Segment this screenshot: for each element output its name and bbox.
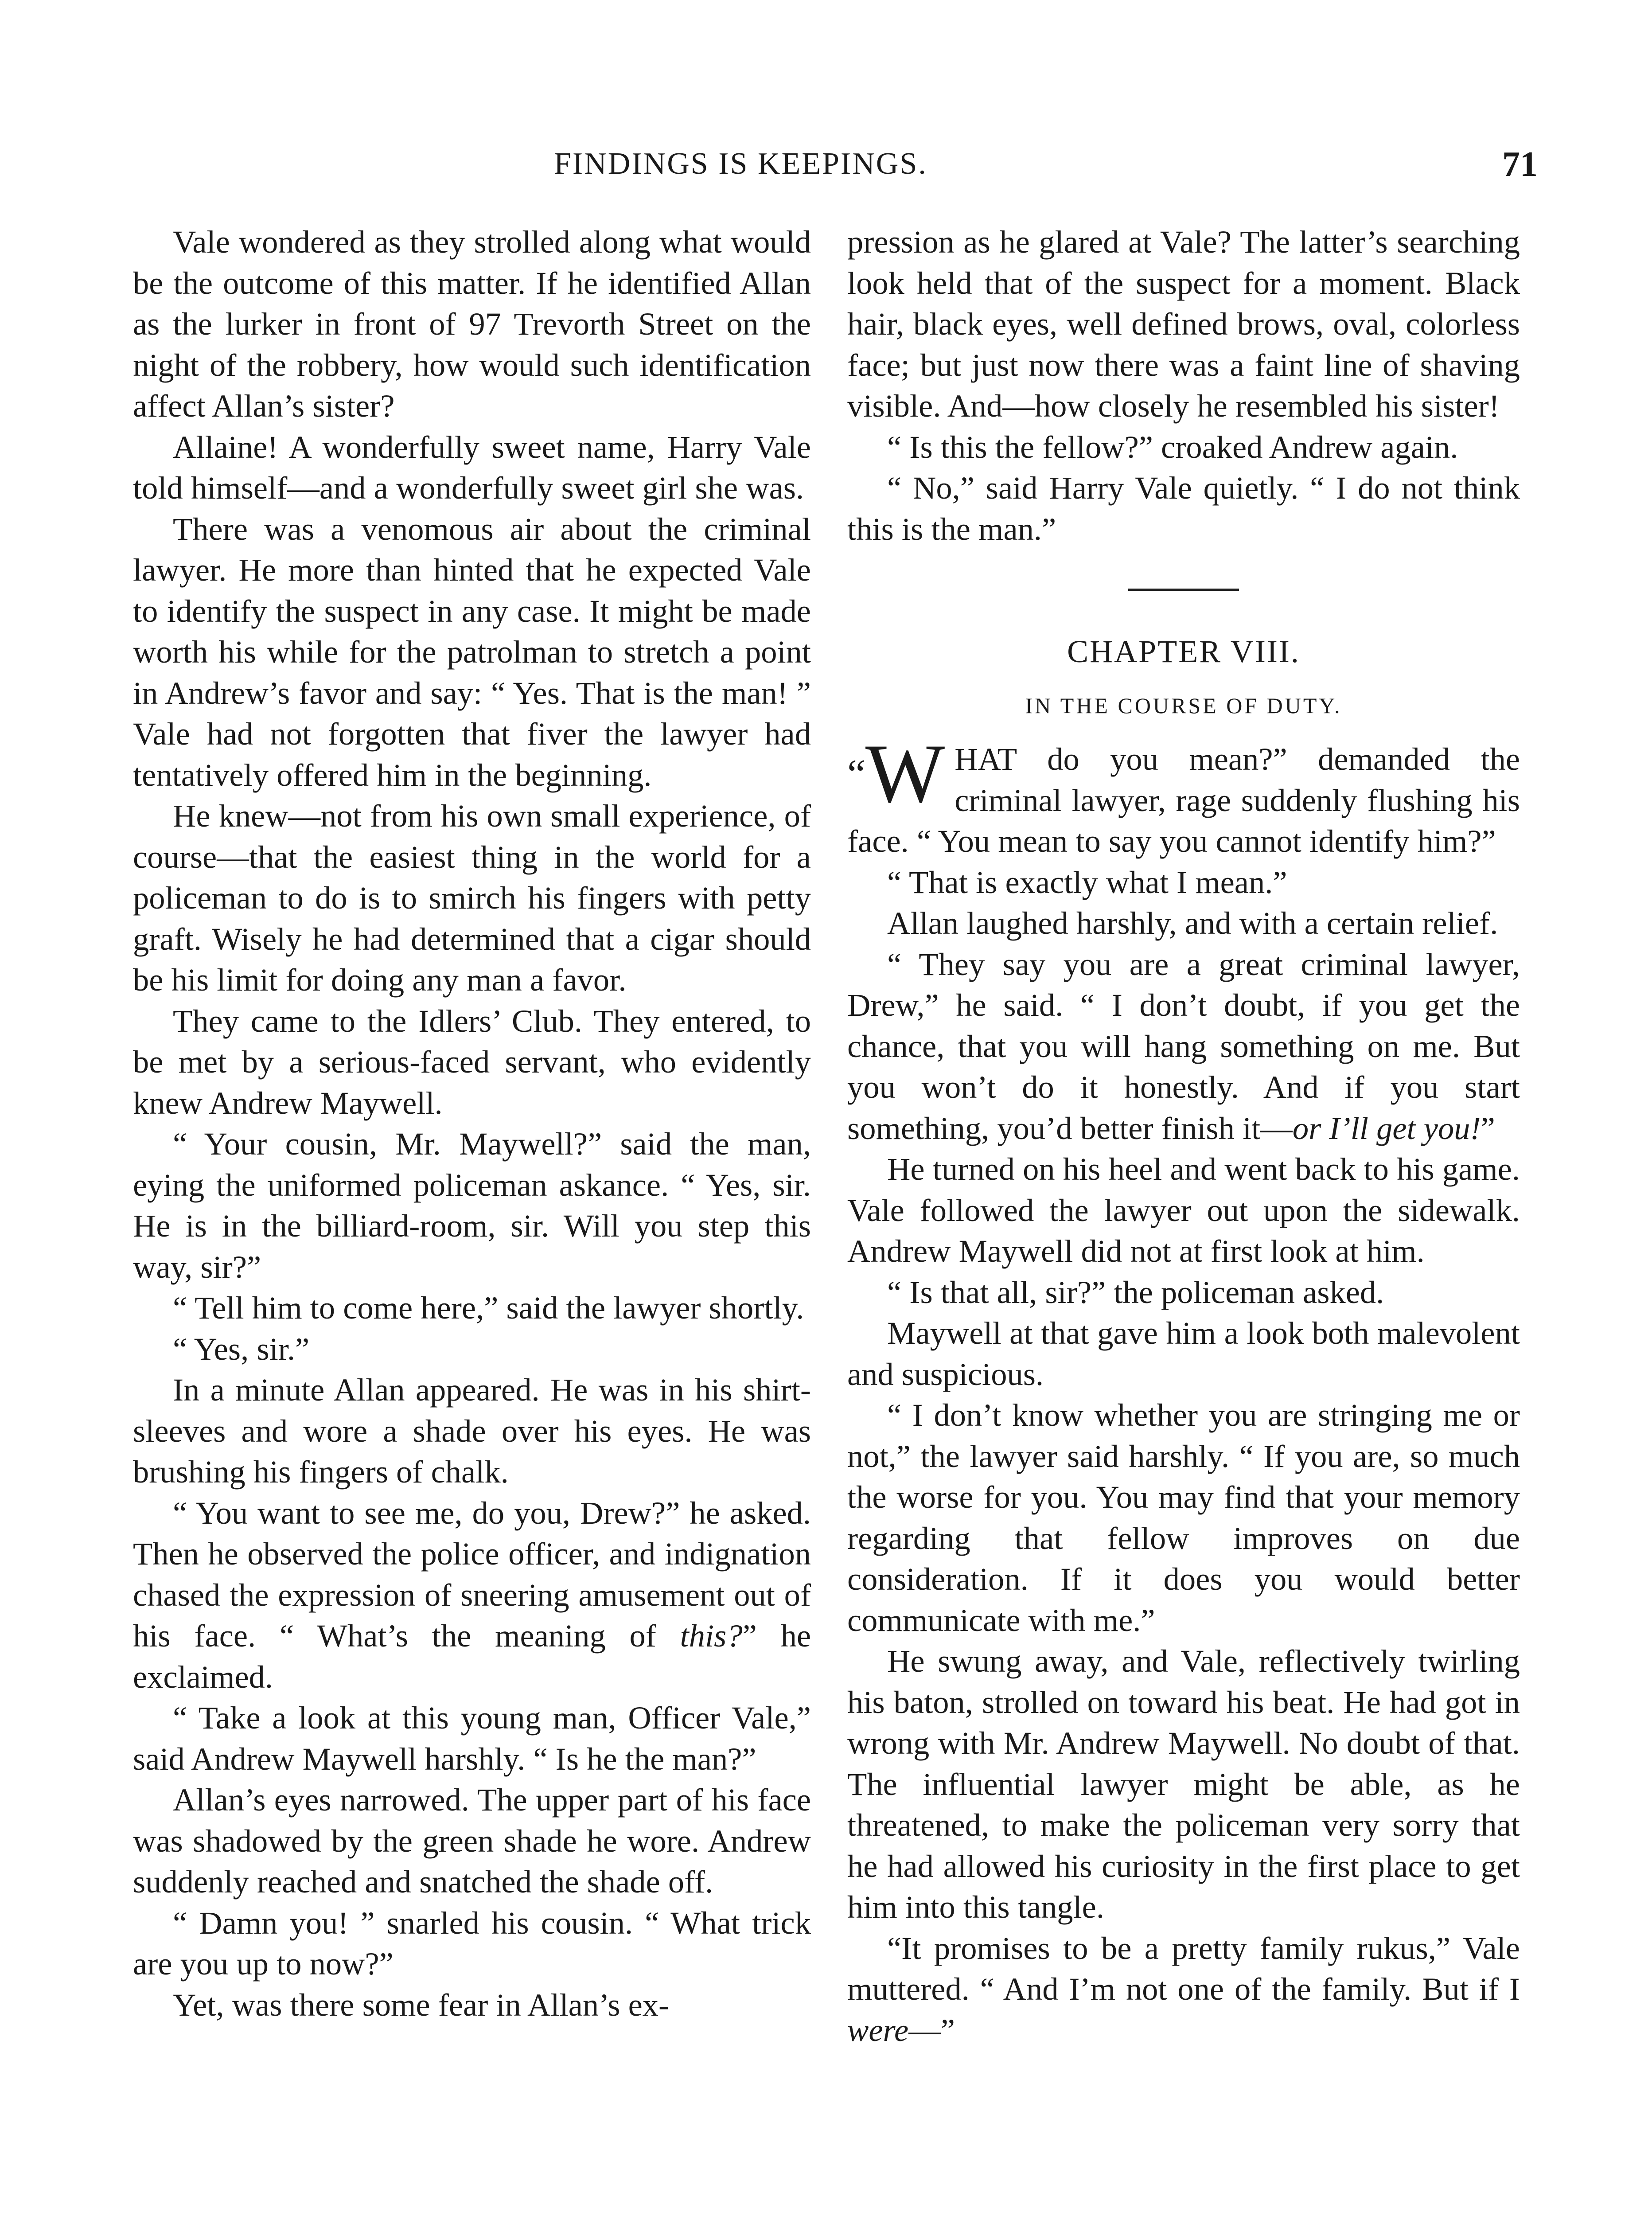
paragraph — [847, 944, 1520, 1149]
running-head — [0, 146, 1652, 195]
paragraph: Allan’s eyes narrowed. The upper part of his face was shadowed by the green shade he wore. Andrew suddenly reached and snatched the shade off. — [133, 1782, 811, 1900]
paragraph: He swung away, and Vale, reflectively twirling his baton, strolled on toward his beat. He had got in wrong with Mr. Andrew Maywell. No doubt of that. The influential lawyer might be able, as he threatened, to make the policeman very sorry that he had allowed his curiosity in the first place to get him into this tangle. — [847, 1643, 1520, 1925]
paragraph: pression as he glared at Vale? The latter’s searching look held that of the suspect for a moment. Black hair, black eyes, well defined brows, oval, colorless face; but just now there was a faint line of shaving visible. And—how closely he resembled his sister! — [847, 224, 1520, 424]
paragraph: “ Damn you! ” snarled his cousin. “ What trick are you up to now?” — [133, 1904, 811, 1982]
drop-cap-letter: W — [865, 727, 945, 820]
paragraph-text: “It promises to be a pretty family rukus,” Vale muttered. “ And I’m not one of the family. But if I — [847, 1930, 1520, 2007]
left-column — [133, 222, 811, 2025]
paragraph: “ Yes, sir.” — [173, 1330, 310, 1367]
paragraph — [133, 1493, 811, 1698]
paragraph — [847, 1928, 1520, 2051]
paragraph: “ Take a look at this young man, Officer Vale,” said Andrew Maywell harshly. “ Is he the man?” — [133, 1700, 811, 1777]
paragraph: Maywell at that gave him a look both malevolent and suspicious. — [847, 1315, 1520, 1392]
paragraph: There was a venomous air about the criminal lawyer. He more than hinted that he expected Vale to identify the suspect in any case. It might be made worth his while for the patrolman to stretch a point in Andrew’s favor and say: “ Yes. That is the man! ” Vale had not forgotten that fiver the lawyer had tentatively offered him in the beginning. — [133, 511, 811, 793]
paragraph-text: ” he exclaimed. — [133, 1618, 811, 1695]
paragraph: “ Is this the fellow?” croaked Andrew again. — [887, 429, 1458, 465]
paragraph: Vale wondered as they strolled along what would be the outcome of this matter. If he identified Allan as the lurker in front of 97 Trevorth Street on the night of the robbery, how would such identification affect Allan’s sister? — [133, 224, 811, 424]
paragraph: “ I don’t know whether you are stringing me or not,” the lawyer said harshly. “ If you are, so much the worse for you. You may find that your memory regarding that fellow improves on due consideration. If it does you would better communicate with me.” — [847, 1397, 1520, 1638]
paragraph: Allaine! A wonderfully sweet name, Harry Vale told himself—and a wonderfully sweet girl she was. — [133, 429, 811, 506]
drop-cap-quote: “ — [847, 751, 865, 796]
paragraph-text: ” — [1481, 1110, 1495, 1146]
section-divider — [1128, 589, 1239, 591]
running-title: FINDINGS IS KEEPINGS. — [554, 147, 927, 181]
paragraph: Allan laughed harshly, and with a certain relief. — [887, 905, 1498, 941]
emphasis-text: were — [847, 2012, 909, 2048]
paragraph: “ That is exactly what I mean.” — [887, 864, 1287, 900]
paragraph-text: —” — [908, 2012, 955, 2048]
paragraph: “ Is that all, sir?” the policeman asked. — [887, 1274, 1384, 1310]
chapter-subtitle: IN THE COURSE OF DUTY. — [1025, 693, 1342, 718]
paragraph: In a minute Allan appeared. He was in his shirt-sleeves and wore a shade over his eyes. He was brushing his fingers of chalk. — [133, 1372, 811, 1490]
paragraph-text: HAT do you mean?” demanded the criminal lawyer, rage suddenly flushing his face. “ You mean to say you cannot identify him?” — [847, 741, 1520, 859]
emphasis-text: or I’ll get you! — [1292, 1110, 1481, 1146]
paragraph: “ Tell him to come here,” said the lawyer shortly. — [173, 1290, 804, 1326]
paragraph-text: “ They say you are a great criminal lawyer, Drew,” he said. “ I don’t doubt, if you get the chance, that you will hang something on me. But you won’t do it honestly. And if you start something, you’d better finish it— — [847, 946, 1520, 1146]
opening-paragraph — [847, 727, 1520, 862]
paragraph: “ Your cousin, Mr. Maywell?” said the man, eying the uniformed policeman askance. “ Yes, sir. He is in the billiard-room, sir. Will you step this way, sir?” — [133, 1126, 811, 1285]
paragraph: He knew—not from his own small experience, of course—that the easiest thing in the world for a policeman to do is to smirch his fingers with petty graft. Wisely he had determined that a cigar should be his limit for doing any man a favor. — [133, 798, 811, 998]
right-column — [847, 222, 1520, 2051]
paragraph: They came to the Idlers’ Club. They entered, to be met by a serious-faced servant, who evidently knew Andrew Maywell. — [133, 1003, 811, 1121]
paragraph: He turned on his heel and went back to his game. Vale followed the lawyer out upon the sidewalk. Andrew Maywell did not at first look at him. — [847, 1151, 1520, 1269]
page-number: 71 — [1502, 145, 1538, 184]
chapter-title: CHAPTER VIII. — [1067, 634, 1300, 669]
emphasis-text: this? — [680, 1618, 743, 1654]
paragraph-text: “ You want to see me, do you, Drew?” he asked. Then he observed the police officer, and indignation chased the expression of sneering amusement out of his face. “ What’s the meaning of — [133, 1494, 811, 1654]
drop-cap — [847, 727, 945, 820]
paragraph: Yet, was there some fear in Allan’s ex- — [173, 1986, 670, 2023]
paragraph: “ No,” said Harry Vale quietly. “ I do not think this is the man.” — [847, 470, 1520, 547]
